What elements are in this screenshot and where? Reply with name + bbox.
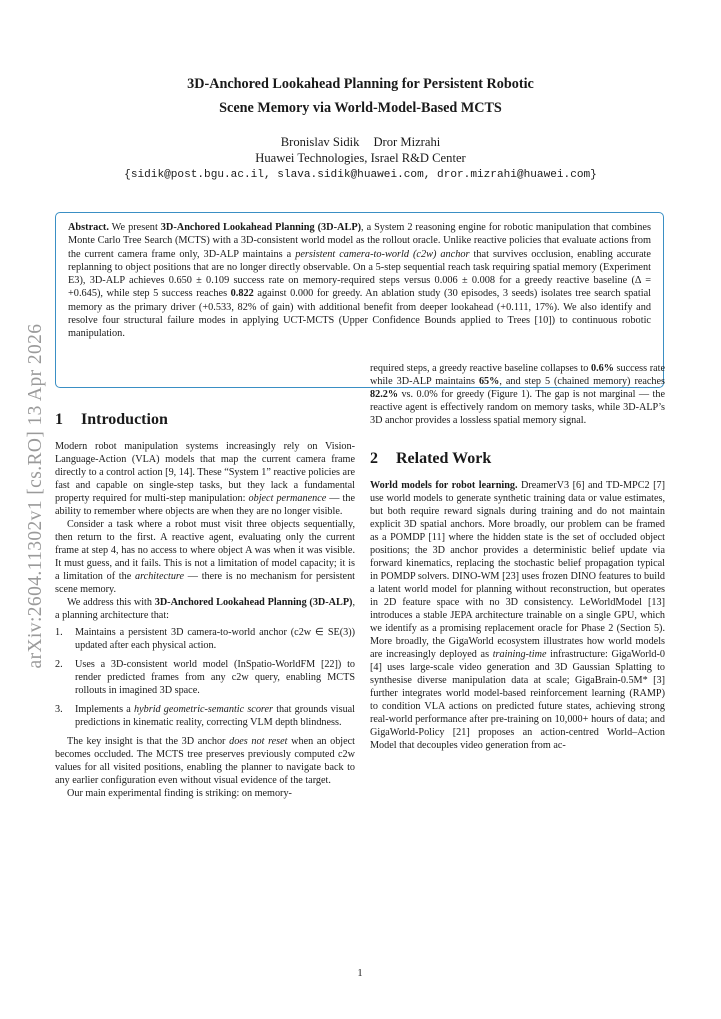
text: Consider a task where a robot must visit three objects sequentially, then return to the first. A reactive agent, evaluating only the current frame at step 4, has no access to where object A was when it was visible. It must guess, and it fails. This is not a limitation of model capacity; it is a limitation of the	[55, 519, 355, 582]
section-title: Related Work	[396, 450, 492, 467]
text: infrastructure: GigaWorld-0 [4] uses large-scale video generation and 3D Gaussian Splatting to synthesise diverse manipulation data at scale; GigaBrain-0.5M* [3] further integrates world model-based reinforcement learning (RAMP) to condition VLA actions on predicted future states, achieving strong real-world performance after pre-training on 10,000+ hours of data; and GigaWorld-Policy [21] proposes an action-centred World–Action Model that decouples video generation from ac-	[370, 649, 665, 751]
list-item	[55, 658, 355, 697]
paragraph: Our main experimental finding is striking: on memory-	[67, 788, 292, 799]
paragraph	[370, 479, 665, 752]
list-number: 2.	[55, 659, 63, 670]
title-line-2: Scene Memory via World-Model-Based MCTS	[219, 100, 502, 116]
text: We address this with	[67, 597, 155, 608]
text: when an object becomes occluded. The MCTS tree preserves previously computed c2w values for all visited positions, enabling the planner to navigate back to any earlier configuration even without visual evidence of the target.	[55, 736, 355, 786]
paragraph-label: World models for robot learning.	[370, 480, 518, 491]
text: Modern robot manipulation systems increasingly rely on Vision-Language-Action (VLA) models that map the current camera frame directly to a control action [9, 14]. These “System 1” reactive policies are fast and capable on single-step tasks, but they lack a fundamental property required for multi-step manipulation:	[55, 441, 355, 504]
italic-text: architecture	[135, 571, 185, 582]
abstract-text: We present	[108, 222, 161, 233]
abstract-italic: persistent camera-to-world (c2w) anchor	[295, 248, 470, 260]
italic-text: object permanence	[248, 493, 327, 504]
left-column	[55, 410, 355, 800]
text: — the ability to remember where objects are when they are no longer visible.	[55, 493, 355, 517]
paragraph	[55, 440, 355, 518]
text: required steps, a greedy reactive baseline collapses to	[370, 363, 591, 374]
text: — there is no mechanism for persistent scene memory.	[55, 571, 355, 595]
text: success rate while 3D-ALP maintains	[370, 363, 665, 387]
text: , a planning architecture that:	[55, 597, 355, 621]
abstract-bold: 3D-Anchored Lookahead Planning (3D-ALP)	[160, 222, 362, 233]
paragraph	[370, 362, 665, 427]
paragraph	[55, 735, 355, 787]
abstract-text: against 0.000 for greedy. An ablation study (30 episodes, 3 seeds) isolates tree search spatial memory as the primary driver (+0.533, 82% of gain) with additional benefit from deeper lookahead (+0.111, 17%). We also identify and resolve four structural failure modes in applying UCT-MCTS (Upper Confidence Bounds applied to Trees [10]) to continuous robotic manipulation.	[68, 288, 651, 340]
text: DreamerV3 [6] and TD-MPC2 [7] use world models to generate synthetic training data or value estimates, but both require reward signals during training and do not maintain explicit 3D spatial anchors. More broadly, our problem can be framed as a POMDP [11] where the hidden state is the set of occluded object positions; the 3D anchor provides a deterministic belief update via forward kinematics, replacing the stochastic belief propagation typical in POMDP solvers. DINO-WM [23] uses frozen DINO features to build a latent world model for planning without reconstruction, but operates in 2D feature space with no 3D consistency. LeWorldModel [13] introduces a stable JEPA architecture trainable on a single GPU, which we identify as a promising replacement oracle for Phase 2 (Section 5). More broadly, the GigaWorld ecosystem illustrates how world models are increasingly deployed as	[370, 480, 666, 660]
text: Maintains a persistent 3D camera-to-world anchor (c2w ∈ SE(3)) updated after each physical action.	[75, 627, 355, 651]
text: Implements a	[75, 704, 135, 715]
author-list	[60, 134, 661, 150]
bold-text: 82.2%	[370, 389, 399, 400]
title-line-1: 3D-Anchored Lookahead Planning for Persistent Robotic	[187, 76, 534, 92]
section-heading-related-work	[370, 449, 665, 469]
section-heading-introduction	[55, 410, 355, 430]
paragraph	[55, 596, 355, 622]
contribution-list	[55, 626, 355, 729]
italic-text: training-time	[492, 649, 547, 660]
text: that grounds visual predictions in kinematic reality, correcting VLM depth blindness.	[75, 704, 356, 728]
arxiv-identifier: arXiv:2604.11302v1 [cs.RO] 13 Apr 2026	[25, 323, 46, 669]
list-item	[55, 703, 355, 729]
abstract-label: Abstract.	[68, 222, 109, 233]
paper-title	[100, 72, 621, 120]
abstract-text: , a System 2 reasoning engine for robotic manipulation that combines Monte Carlo Tree Search (MCTS) with a 3D-consistent world model as the rollout oracle. Unlike reactive policies that evaluate actions from the current camera frame only, 3D-ALP maintains a	[68, 222, 651, 260]
list-number: 3.	[55, 704, 63, 715]
author-name: Dror Mizrahi	[373, 135, 441, 149]
right-column	[370, 362, 665, 752]
list-item	[55, 626, 355, 652]
text: , and step 5 (chained memory) reaches	[499, 376, 665, 387]
section-number: 1	[55, 411, 63, 428]
text: Uses a 3D-consistent world model (InSpatio-WorldFM [22]) to render predicted frames from any c2w query, enabling MCTS rollouts in imagined 3D space.	[75, 659, 355, 696]
author-name: Bronislav Sidik	[280, 135, 360, 149]
section-number: 2	[370, 450, 378, 467]
page-number: 1	[357, 968, 363, 979]
bold-text: 0.6%	[591, 363, 614, 374]
paragraph	[55, 518, 355, 596]
italic-text: hybrid geometric-semantic scorer	[134, 704, 273, 715]
affiliation: Huawei Technologies, Israel R&D Center	[255, 151, 466, 165]
bold-text: 3D-Anchored Lookahead Planning (3D-ALP)	[154, 597, 353, 608]
text: The key insight is that the 3D anchor	[67, 736, 230, 747]
list-number: 1.	[55, 627, 63, 638]
abstract-text: that survives occlusion, enabling accurate replanning to object positions that are no longer directly observable. On a 5-step sequential reach task requiring spatial memory (Experiment E3), 3D-ALP achieves 0.650 ± 0.109 success rate on memory-required steps versus 0.006 ± 0.008 for a greedy reactive baseline (Δ = +0.645), while step 5 success reaches	[68, 248, 651, 300]
abstract-bold: 0.822	[230, 288, 254, 300]
author-emails: {sidik@post.bgu.ac.il, slava.sidik@huawei.com, dror.mizrahi@huawei.com}	[124, 169, 597, 181]
section-title: Introduction	[81, 411, 168, 428]
text: vs. 0.0% for greedy (Figure 1). The gap is not marginal — the reactive agent is effectively random on memory tasks, while 3D-ALP’s 3D anchor provides a lossless spatial memory signal.	[370, 389, 665, 426]
bold-text: 65%	[478, 376, 500, 387]
italic-text: does not reset	[229, 736, 288, 747]
